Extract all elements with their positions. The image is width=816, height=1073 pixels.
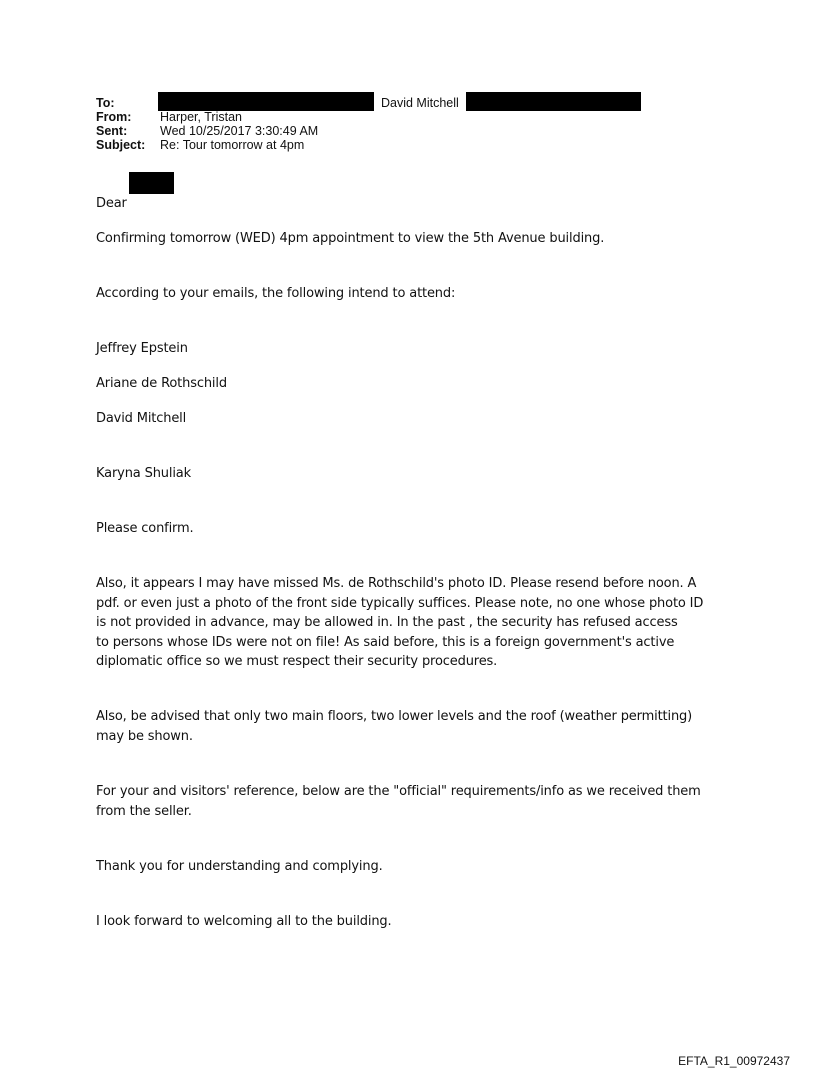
redaction-block xyxy=(466,92,641,111)
sent-label: Sent: xyxy=(96,124,128,138)
greeting-text: Dear xyxy=(96,195,127,211)
to-recipient-name: David Mitchell xyxy=(381,96,459,110)
to-label: To: xyxy=(96,96,115,110)
attend-intro: According to your emails, the following intend to attend: xyxy=(96,286,456,301)
redaction-block xyxy=(158,92,374,111)
floors-paragraph: Also, be advised that only two main floors, two lower levels and the roof (weather permitting) may be shown. xyxy=(96,709,693,744)
closing-line: I look forward to welcoming all to the building. xyxy=(96,914,392,929)
photo-id-paragraph: Also, it appears I may have missed Ms. de Rothschild's photo ID. Please resend before noon. A pdf. or even just a photo of the front side typically suffices. Please note, no one whose photo ID is not provided in advance, may be allowed in. In the past , the security has refused access to persons whose IDs were not on file! As said before, this is a foreign government's active diplomatic office so we must respect their security procedures. xyxy=(96,576,704,670)
redaction-block xyxy=(129,172,174,194)
confirm-line: Confirming tomorrow (WED) 4pm appointment to view the 5th Avenue building. xyxy=(96,231,605,246)
attendee-item: Jeffrey Epstein xyxy=(96,341,188,356)
subject-value: Re: Tour tomorrow at 4pm xyxy=(160,138,305,152)
thanks-line: Thank you for understanding and complying. xyxy=(96,859,383,874)
reference-paragraph: For your and visitors' reference, below are the "official" requirements/info as we received them from the seller. xyxy=(96,784,701,819)
document-id: EFTA_R1_00972437 xyxy=(678,1054,790,1068)
attendee-item: Ariane de Rothschild xyxy=(96,376,227,391)
greeting xyxy=(96,174,736,213)
from-label: From: xyxy=(96,110,132,124)
sent-value: Wed 10/25/2017 3:30:49 AM xyxy=(160,124,319,138)
from-value: Harper, Tristan xyxy=(160,110,242,124)
attendee-item: David Mitchell xyxy=(96,411,187,426)
subject-label: Subject: xyxy=(96,138,146,152)
please-confirm: Please confirm. xyxy=(96,521,194,536)
attendee-item: Karyna Shuliak xyxy=(96,466,191,481)
